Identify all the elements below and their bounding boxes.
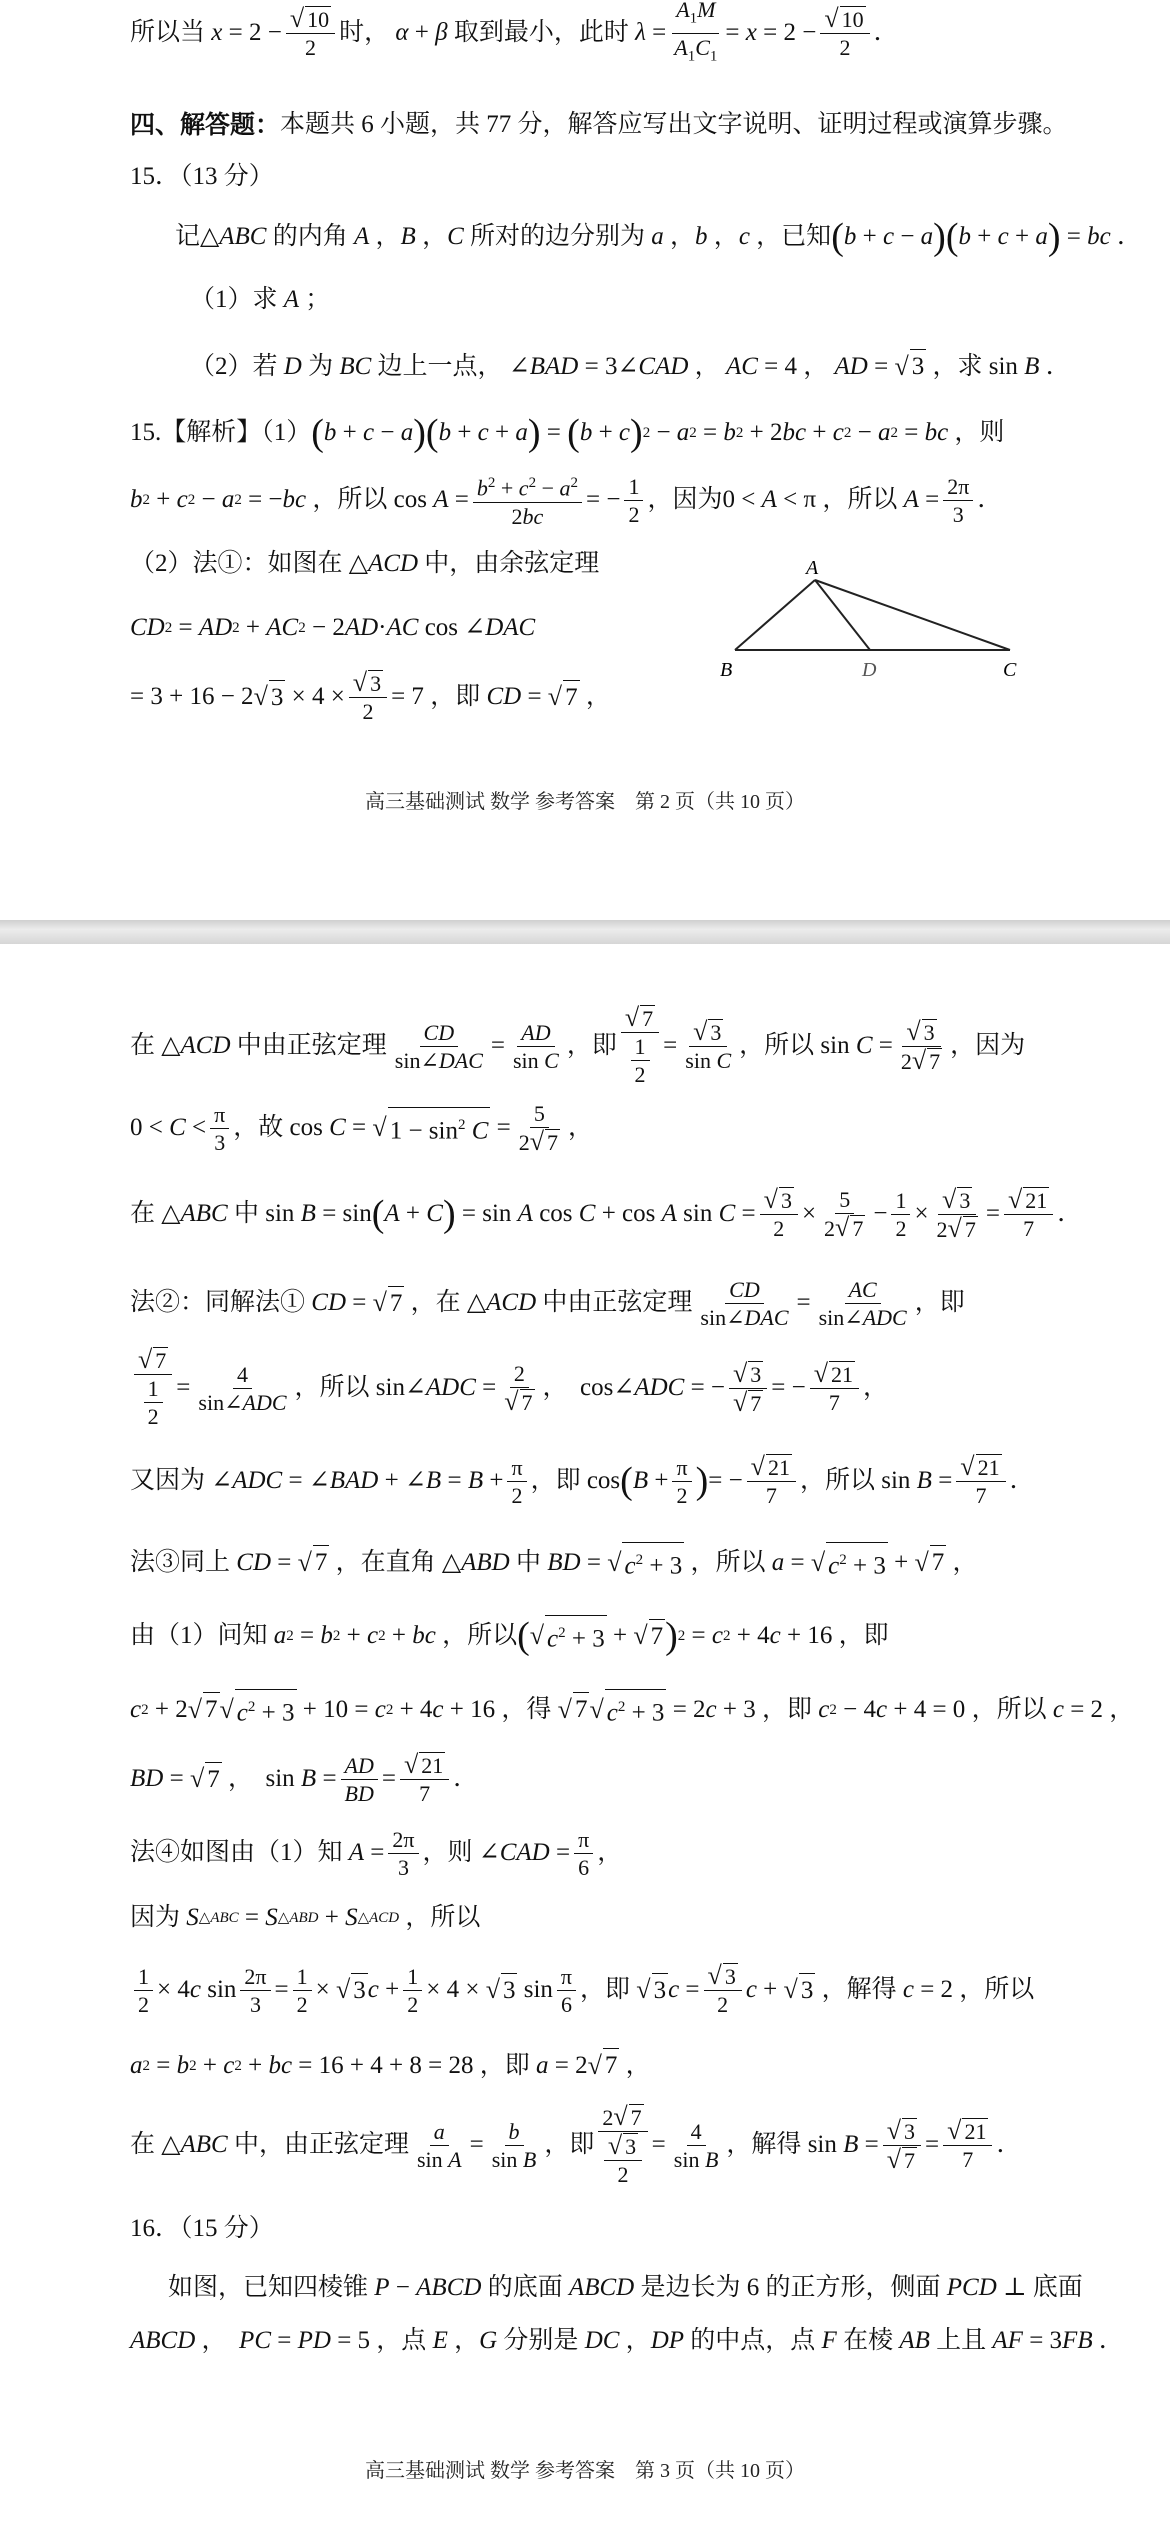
fig-label-a: A (806, 557, 819, 579)
method3-line1: 法③同上 CD = √ 7 ，在直角 △ ABD 中 BD = √ $c^2 + 3$ ，所以 a = √ $c^2 + 3$ + √ 7 ， (130, 1542, 1080, 1583)
method4-line5: 在 △ ABC 中，由正弦定理 a sin A = b sin B ，即 2√ 7 √ 3 2 = 4 sin B ，解得 sin B = √ 3 √ 7 = √ 21 7 ． (130, 2101, 1022, 2187)
text-line-minimum: 所以当 x = 2 − √ 10 2 时， α + β 取到最小，此时 λ = $A_1M$ $A_1C_1$ = x = 2 − √ 10 2 ． (130, 10, 1080, 56)
method2-line1: 法②：同解法① CD = √ 7 ，在 △ ACD 中由正弦定理 CD sin∠DAC = AC sin∠ADC ，即 (130, 1276, 965, 1330)
method4-line4: a 2 = b 2 + c 2 + bc = 16 + 4 + 8 = 28 ，即 a = 2 √ 7 ， (130, 2048, 1080, 2083)
sol15-line2: b 2 + c 2 − a 2 = − bc ，所以 cos A = $b^2 + c^2 - a^2$ 2bc = − 1 2 ，因为 0 < A < π ，所以 A = 2π 3 ． (130, 473, 1080, 527)
method3-line4: BD = √ 7 ， sin B = AD BD = √ 21 7 ． (130, 1750, 479, 1806)
page-separator (0, 920, 1170, 944)
q16-stem-line1: 如图，已知四棱锥 P − ABCD 的底面 ABCD 是边长为 6 的正方形，侧面 PCD ⊥ 底面 (168, 2274, 1083, 2301)
method4-line1: 法④如图由（1）知 A = 2π 3 ，则 ∠ CAD = π 6 ， (130, 1826, 623, 1880)
fig-label-c: C (1003, 659, 1017, 681)
page-footer: 高三基础测试 数学 参考答案 第 2 页（共 10 页） (365, 791, 805, 813)
sol15-line1: 15.【解析】（1） ( b + c − a )( b + c + a ) = ( b + c ) 2 − a 2 = b 2 + 2 bc + c 2 − a 2 = bc ，则 (130, 412, 1005, 454)
method4-line3: 1 2 × 4 c sin 2π 3 = 1 2 × √ 3 c + 1 2 × 4 × √ 3 sin π 6 ，即 √ 3 c = √ 3 2 c + √ 3 ，解得 c = 2 ，所以 (130, 1960, 1080, 2020)
section-heading-line: 四、解答题： 本题共 6 小题，共 77 分，解答应写出文字说明、证明过程或演算步骤。 (130, 110, 1068, 139)
method2-line3: 又因为 ∠ ADC = ∠ BAD + ∠ B = B + π 2 ，即 cos ( B + π 2 ) = − √ 21 7 ，所以 sin B = √ 21 7 ． (130, 1452, 1035, 1508)
method3-line3: c 2 + 2 √ 7 √ $c^2 + 3$ + 10 = c 2 + 4 c + 16 ，得 √ 7 √ $c^2 + 3$ = 2 c + 3 ，即 c 2 − 4 c + 4 = 0 ，所以 c = 2 ， (130, 1689, 1080, 1730)
cosine-law-line: CD 2 = AD 2 + AC 2 − 2 AD · AC cos ∠ DAC (130, 614, 536, 641)
method2-line2: √ 7 1 2 = 4 sin∠ADC ，所以 sin∠ ADC = 2 √ 7 ， cos∠ ADC = − √ 3 √ 7 = − √ 21 7 ， (130, 1346, 1080, 1430)
q16-stem-line2: ABCD ， PC = PD = 5 ，点 E ， G 分别是 DC ， DP 的中点，点 F 在棱 AB 上且 AF = 3 FB ． (130, 2327, 1124, 2354)
method3-line2: 由（1）问知 a 2 = b 2 + c 2 + bc ，所以 ( √ $c^2 + 3$ + √ 7 ) 2 = c 2 + 4 c + 16 ，即 (130, 1615, 889, 1657)
sin-b-result-1: 在 △ ABC 中 sin B = sin ( A + C ) = sin A cos C + cos A sin C = √ 3 2 × 5 2√ 7 − 1 2 × √ 3 2√ 7 = √ 21 7 ． (130, 1184, 1083, 1243)
fig-label-b: B (720, 659, 733, 681)
q15-part2: （2）若 D 为 BC 边上一点， ∠ BAD = 3∠ CAD ， AC = 4 ， AD = √ 3 ，求 sin B ． (190, 349, 1080, 384)
cos-c-line: 0 < C < π 3 ，故 cos C = √ $1 - \sin^2 C$ = 5 2√ 7 ， (130, 1101, 594, 1156)
q15-part1: （1）求 A ； (190, 286, 331, 313)
page-footer: 高三基础测试 数学 参考答案 第 3 页（共 10 页） (365, 2460, 805, 2482)
q15-header: 15．（13 分） (130, 163, 274, 190)
cosine-law-result: = 3 + 16 − 2 √ 3 × 4 × √ 3 2 = 7 ，即 CD = √ 7 ， (130, 668, 611, 724)
method4-line2: 因为 S △ABC = S △ABD + S △ACD ，所以 (130, 1904, 481, 1931)
triangle-figure (700, 548, 1040, 688)
q15-stem: 记 △ ABC 的内角 A ， B ， C 所对的边分别为 a ， b ， c ，已知 ( b + c − a )( b + c + a ) = bc ． (175, 216, 1142, 258)
page-3 (0, 944, 1170, 2532)
sine-law-line: 在 △ ACD 中由正弦定理 CD sin∠DAC = AD sin C ，即 √ 7 1 2 = √ 3 sin C ，所以 sin C = √ 3 2√ 7 ，因为 (130, 1003, 1026, 1087)
q16-header: 16．（15 分） (130, 2215, 274, 2242)
page-2 (0, 0, 1170, 920)
sol15-method1-intro: （2）法①：如图在 △ ACD 中，由余弦定理 (130, 550, 600, 577)
fig-label-d: D (862, 659, 877, 681)
